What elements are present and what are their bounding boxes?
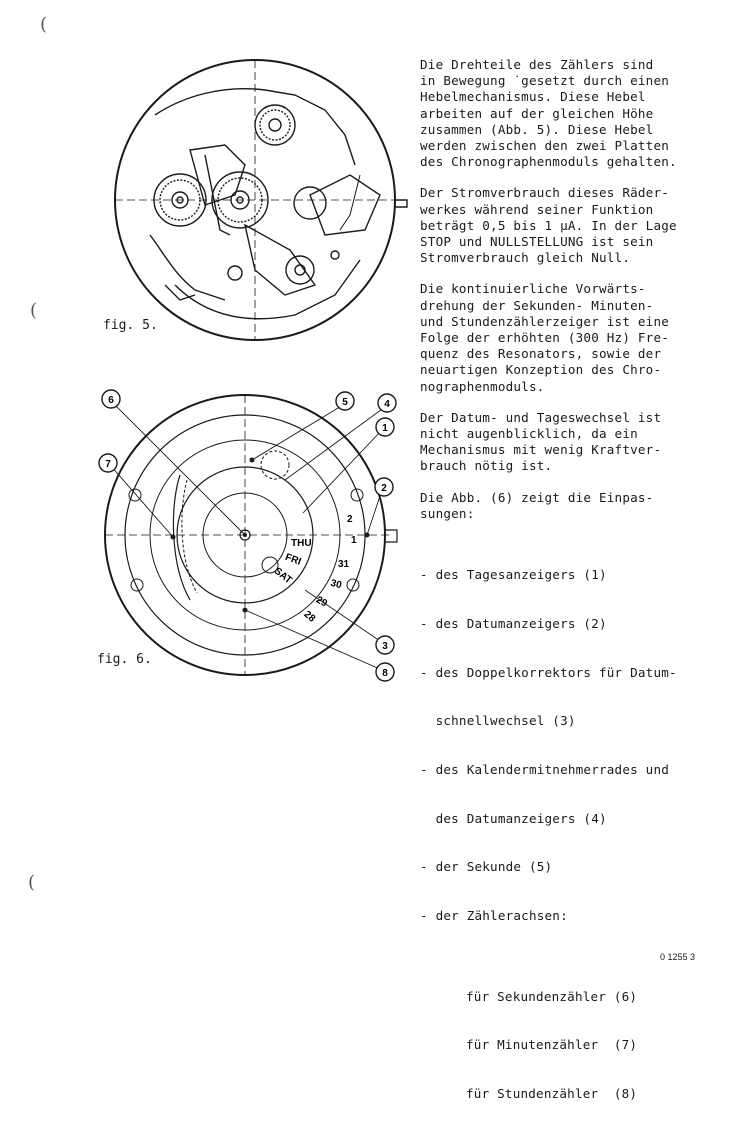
fig6-caption: fig. 6. (97, 652, 152, 667)
paragraph-continuous-rotation: Die kontinuierliche Vorwärts- drehung der Sekunden- Minuten- und Stundenzählerzeiger ist eine Folge der erhöhten (300 Hz) Fre- quenz des Resonators, sowie der neuartigen Konzeption des Chro- nographenmoduls. (420, 281, 670, 394)
callout-8 (376, 663, 394, 681)
day-label: THU (291, 538, 312, 549)
list-item: für Sekundenzähler (6) (466, 988, 638, 1004)
body-text-column (420, 57, 720, 1135)
list-item: schnellwechsel (3) (420, 713, 576, 729)
counter-axes-list (420, 956, 720, 1134)
date-label: 1 (351, 535, 357, 546)
paragraph-date-change: Der Datum- und Tageswechsel ist nicht augenblicklich, da ein Mechanismus mit wenig Kraftver- brauch nötig ist. (420, 409, 662, 474)
paragraph-fig6-intro: Die Abb. (6) zeigt die Einpas- sungen: (420, 489, 654, 521)
date-label: 2 (347, 514, 353, 525)
paragraph-levers: Die Drehteile des Zählers sind in Bewegung ˙gesetzt durch einen Hebelmechanismus. Diese Hebel arbeiten auf der gleichen Höhe zusammen (Abb. 5). Diese Hebel werden zwischen den zwei Platten des Chronographenmoduls gehalten. (420, 57, 677, 170)
callout-7 (99, 454, 117, 472)
callout-label: 5 (342, 397, 348, 408)
list-item: - des Tagesanzeigers (1) (420, 567, 607, 583)
margin-mark: ( (28, 872, 36, 893)
list-item: - der Sekunde (5) (420, 859, 553, 875)
callout-5 (336, 392, 354, 410)
fig5-caption: fig. 5. (103, 318, 158, 333)
callout-label: 6 (108, 395, 114, 406)
callout-label: 2 (381, 483, 387, 494)
callout-label: 3 (382, 641, 388, 652)
callout-3 (376, 636, 394, 654)
list-item: - des Kalendermitnehmerrades und (420, 761, 670, 777)
date-label: 29 (313, 594, 329, 610)
callout-label: 4 (384, 399, 390, 410)
day-label: FRI (283, 551, 303, 568)
list-item: für Stundenzähler (8) (466, 1085, 638, 1101)
fig5-mechanism-drawing (95, 55, 415, 345)
date-label: 30 (329, 577, 343, 592)
fittings-list (420, 535, 720, 956)
list-item: - des Datumanzeigers (2) (420, 616, 607, 632)
list-item: für Minutenzähler (7) (466, 1037, 638, 1053)
margin-mark: ( (30, 300, 38, 321)
paragraph-power-consumption: Der Stromverbrauch dieses Räder- werkes während seiner Funktion beträgt 0,5 bis 1 µA. In der Lage STOP und NULLSTELLUNG ist sein Stromverbrauch gleich Null. (420, 185, 677, 266)
fig6-calendar-drawing (95, 385, 415, 685)
callout-label: 8 (382, 668, 388, 679)
callout-label: 1 (382, 423, 388, 434)
date-label: 31 (338, 559, 350, 570)
margin-mark: ( (40, 14, 48, 35)
date-label: 28 (301, 609, 318, 625)
callout-6 (102, 390, 120, 408)
callout-1 (376, 418, 394, 436)
list-item: - der Zählerachsen: (420, 907, 568, 923)
list-item: des Datumanzeigers (4) (420, 810, 607, 826)
list-item: - des Doppelkorrektors für Datum- (420, 664, 677, 680)
callout-2 (375, 478, 393, 496)
callout-label: 7 (105, 459, 111, 470)
document-number: 0 1255 3 (660, 952, 696, 962)
callout-4 (378, 394, 396, 412)
day-label: SAT (271, 565, 294, 587)
